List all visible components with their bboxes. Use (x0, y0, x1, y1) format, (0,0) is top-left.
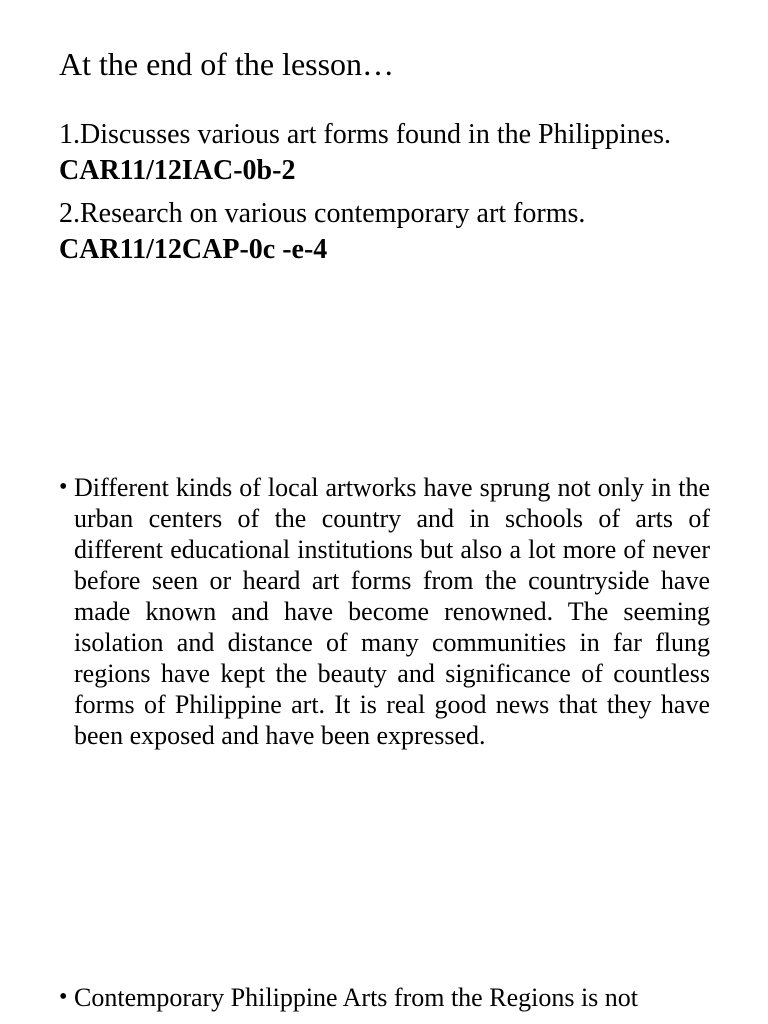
objective-1 (59, 117, 719, 189)
bullet-paragraph-text: Different kinds of local artworks have sprung not only in the urban centers of the country and in schools of arts of different educational institutions but also a lot more of never before seen or heard art forms from the countryside have made known and have become renowned. The seeming isolation and distance of many communities in far flung regions have kept the beauty and significance of countless forms of Philippine art. It is real good news that they have been exposed and have been expressed. (74, 473, 710, 750)
bullet-paragraph-contemporary-arts (59, 982, 710, 1013)
objective-2-text: 2.Research on various contemporary art forms. (59, 198, 586, 229)
bullet-icon: • (59, 474, 68, 500)
lesson-title: At the end of the lesson… (59, 46, 395, 82)
objective-2 (59, 196, 719, 268)
bullet-paragraph-local-artworks (59, 472, 710, 751)
objective-2-code: CAR11/12CAP-0c -e-4 (59, 234, 328, 265)
bullet-paragraph-text: Contemporary Philippine Arts from the Regions is not (74, 983, 639, 1012)
bullet-icon: • (59, 984, 68, 1010)
objective-1-code: CAR11/12IAC-0b-2 (59, 155, 296, 186)
objective-1-text: 1.Discusses various art forms found in the Philippines. (59, 119, 672, 150)
